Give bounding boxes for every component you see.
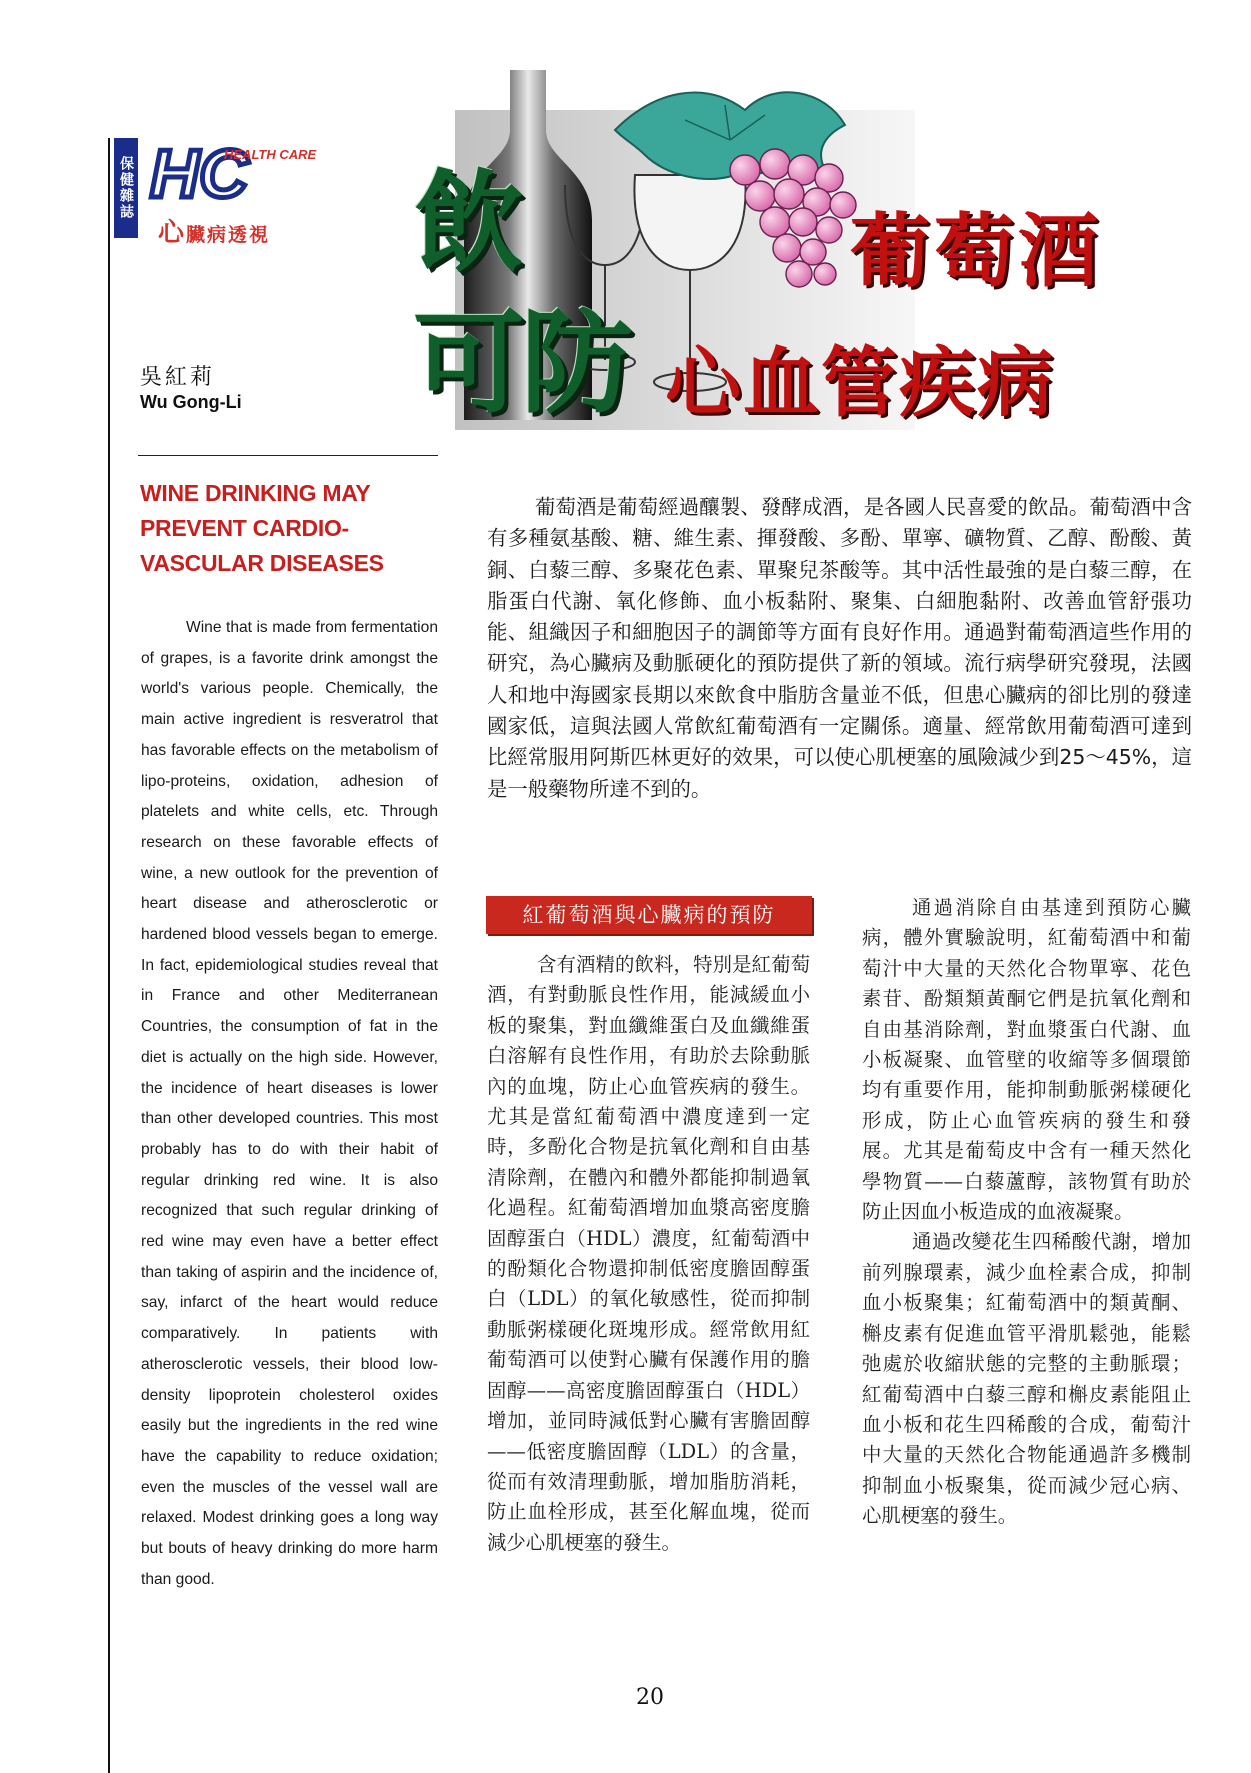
right-paragraph-1: 通過消除自由基達到預防心臟病，體外實驗說明，紅葡萄酒中和葡萄汁中大量的天然化合物單寧、花色素苷、酚類類黃酮它們是抗氧化劑和自由基消除劑，對血漿蛋白代謝、血小板凝聚、血管壁的收縮等多個環節均有重要作用，能抑制動脈粥樣硬化形成，防止心血管疾病的發生和發展。尤其是葡萄皮中含有一種天然化學物質——白藜蘆醇，該物質有助於防止因血小板造成的血液凝聚。 [862,896,1191,1224]
section-title [158,212,270,249]
intro-paragraph: 葡萄酒是葡萄經過釀製、發酵成酒，是各國人民喜愛的飲品。葡萄酒中含有多種氨基酸、糖、維生素、揮發酸、多酚、單寧、礦物質、乙醇、酚酸、黃銅、白藜三醇、多聚花色素、單聚兒茶酸等。其中活性最強的是白藜三醇，在脂蛋白代謝、氧化修飾、血小板黏附、聚集、白細胞黏附、改善血管舒張功能、組織因子和細胞因子的調節等方面有良好作用。通過對葡萄酒這些作用的研究，為心臟病及動脈硬化的預防提供了新的領域。流行病學研究發現，法國人和地中海國家長期以來飲食中脂肪含量並不低，但患心臟病的卻比別的發達國家低，這與法國人常飲紅葡萄酒有一定關係。適量、經常飲用葡萄酒可達到比經常服用阿斯匹林更好的效果，可以使心肌梗塞的風險減少到25～45%，這是一般藥物所達不到的。 [487,495,1192,801]
english-title: WINE DRINKING MAY PREVENT CARDIO-VASCULAR DISEASES [140,480,384,576]
section-subheading: 紅葡萄酒與心臟病的預防 [486,896,812,934]
author-name-en: Wu Gong-Li [140,392,242,412]
author-name-cn: 吳紅莉 [140,365,216,390]
headline-line2-green: 可防 [413,299,629,429]
column-divider [138,455,438,456]
healthcare-logo [146,135,317,212]
body-column-right [862,893,1191,1532]
body-column-middle: 含有酒精的飲料，特別是紅葡萄酒，有對動脈良性作用，能減緩血小板的聚集，對血纖維蛋白及血纖維蛋白溶解有良性作用，有助於去除動脈內的血塊，防止心血管疾病的發生。尤其是當紅葡萄酒中濃度達到一定時，多酚化合物是抗氧化劑和自由基清除劑，在體內和體外都能抑制過氧化過程。紅葡萄酒增加血漿高密度膽固醇蛋白（HDL）濃度，紅葡萄酒中的酚類化合物還抑制低密度膽固醇蛋白（LDL）的氧化敏感性，從而抑制動脈粥樣硬化斑塊形成。經常飲用紅葡萄酒可以使對心臟有保護作用的膽固醇——高密度膽固醇蛋白（HDL）增加，並同時減低對心臟有害膽固醇——低密度膽固醇（LDL）的含量，從而有效清理動脈，增加脂肪消耗，防止血栓形成，甚至化解血塊，從而減少心肌梗塞的發生。 [487,953,810,1554]
headline-disease: 心血管疾病 [665,338,1055,427]
english-abstract: Wine that is made from fermentation of grapes, is a favorite drink amongst the world's various people. Chemically, the main active ingredient is resveratrol that has favorable effects on the metabolism of lipo-proteins, oxidation, adhesion of platelets and white cells, etc. Through research on these favorable effects of wine, a new outlook for the prevention of heart disease and atherosclerotic or hardened blood vessels began to emerge. In fact, epidemiological studies reveal that in France and other Mediterranean Countries, the consumption of fat in the diet is actually on the high side. However, the incidence of heart diseases is lower than other developed countries. This most probably has to do with their habit of regular drinking red wine. It is also recognized that such regular drinking of red wine may even have a better effect than taking of aspirin and the incidence of, say, infarct of the heart would reduce comparatively. In patients with atherosclerotic vessels, their blood low-density lipoprotein cholesterol oxides easily but the ingredients in the red wine have the capability to reduce oxidation; even the muscles of the vessel wall are relaxed. Modest drinking goes a long way but bouts of heavy drinking do more harm than good. [141,619,438,1588]
right-paragraph-2: 通過改變花生四稀酸代謝，增加前列腺環素，減少血栓素合成，抑制血小板聚集；紅葡萄酒中的類黃酮、槲皮素有促進血管平滑肌鬆弛，能鬆弛處於收縮狀態的完整的主動脈環；紅葡萄酒中白藜三醇和槲皮素能阻止血小板和花生四稀酸的合成，葡萄汁中大量的天然化合物能通過許多機制抑制血小板聚集，從而減少冠心病、心肌梗塞的發生。 [862,1230,1191,1528]
section-title-rest: 臟病透視 [186,224,271,246]
logo-script: HEALTH CARE [224,147,317,162]
magazine-tag: 保健雜誌 [114,138,138,238]
page-number: 20 [636,1685,664,1710]
section-title-big: 心 [158,218,187,248]
headline-line1-char: 飲 [414,159,524,287]
left-rule [108,138,110,1773]
logo-letters: HC [150,136,249,212]
headline-wine: 葡萄酒 [850,205,1102,298]
